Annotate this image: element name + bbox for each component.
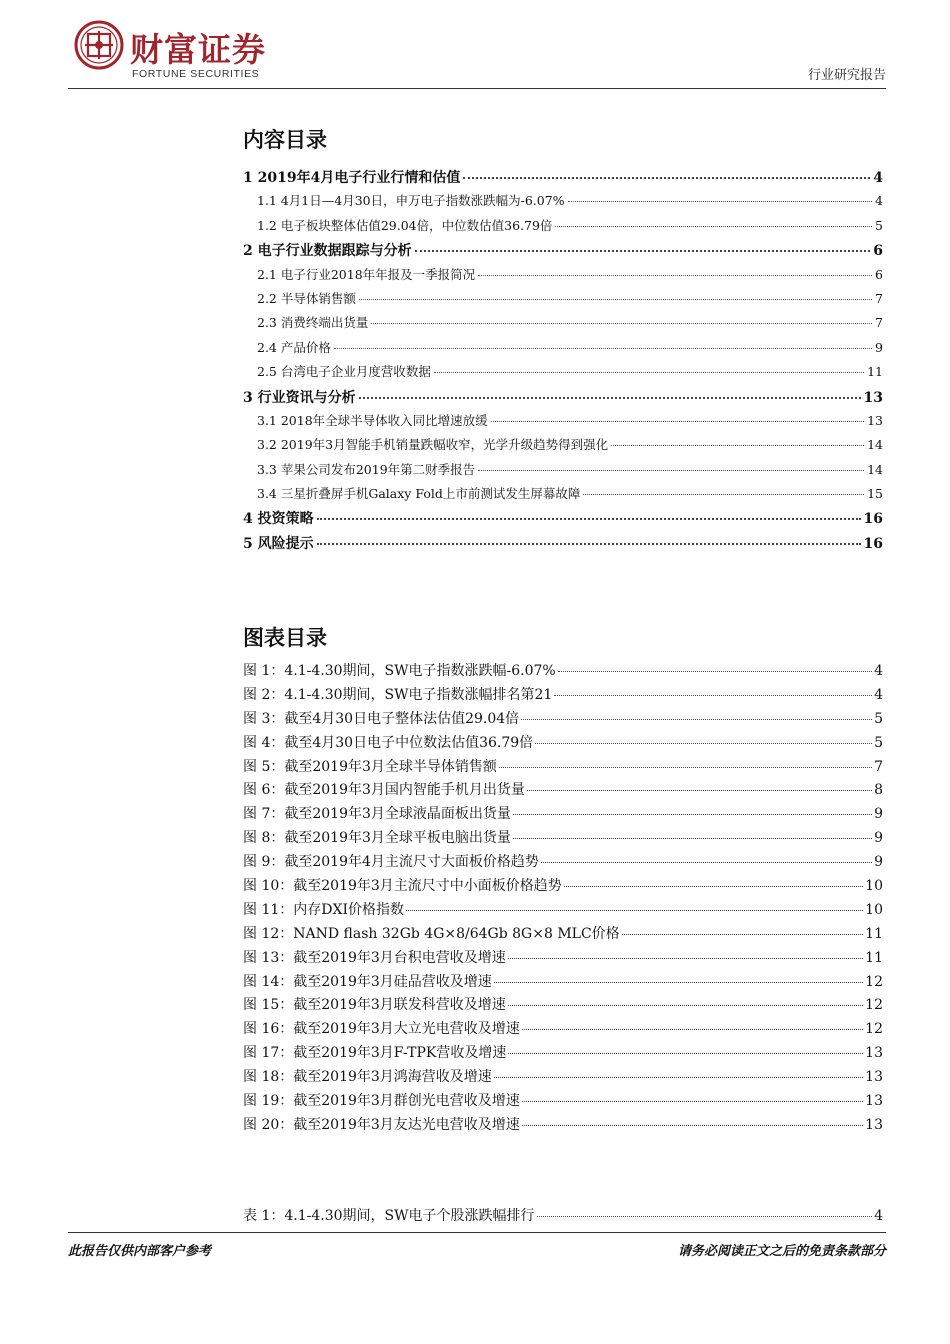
figure-entry-label: 图 13：截至2019年3月台积电营收及增速 (243, 949, 506, 966)
dot-leader (622, 934, 863, 935)
dot-leader (371, 323, 872, 324)
logo-chinese-name: 财富证券 (130, 30, 266, 69)
toc-entry[interactable] (243, 362, 883, 386)
dot-leader (611, 445, 864, 446)
toc-entry[interactable] (243, 387, 883, 411)
toc-entry[interactable] (243, 508, 883, 532)
toc-entry-page-number: 16 (863, 535, 883, 552)
figure-entry[interactable] (243, 732, 883, 756)
figure-entry-label: 图 5：截至2019年3月全球半导体销售额 (243, 758, 497, 775)
dot-leader (555, 226, 872, 227)
figure-entry[interactable] (243, 851, 883, 875)
figure-entry[interactable] (243, 684, 883, 708)
figure-entry-page-number: 13 (865, 1069, 883, 1086)
page-header (68, 14, 886, 90)
figure-entry-page-number: 8 (874, 782, 883, 799)
table-entry-page-number: 4 (874, 1208, 883, 1224)
figure-entry-page-number: 13 (865, 1116, 883, 1133)
figure-entry-label: 图 12：NAND flash 32Gb 4G×8/64Gb 8G×8 MLC价格 (243, 925, 620, 942)
figure-entry-page-number: 5 (874, 710, 883, 727)
figure-entry[interactable] (243, 1090, 883, 1114)
figure-entry[interactable] (243, 1042, 883, 1066)
dot-leader (359, 397, 861, 399)
figure-entry-label: 图 9：截至2019年4月主流尺寸大面板价格趋势 (243, 854, 539, 871)
dot-leader (508, 1005, 863, 1006)
toc-entry[interactable] (243, 460, 883, 484)
toc-entry-page-number: 15 (867, 486, 883, 502)
toc-entry-label: 5 风险提示 (243, 535, 314, 552)
toc-entry-label: 1 2019年4月电子行业行情和估值 (243, 170, 461, 186)
figures-title: 图表目录 (243, 625, 327, 650)
toc-entry[interactable] (243, 289, 883, 313)
toc-entry-label: 3.3 苹果公司发布2019年第二财季报告 (257, 461, 476, 477)
toc-entry-page-number: 13 (863, 389, 883, 406)
dot-leader (499, 767, 872, 768)
table-entry[interactable] (243, 1205, 883, 1229)
report-type: 行业研究报告 (807, 68, 886, 83)
toc-entry-page-number: 11 (867, 364, 883, 380)
toc-entry-label: 3.1 2018年全球半导体收入同比增速放缓 (257, 412, 488, 428)
figure-entry-label: 图 2：4.1-4.30期间，SW电子指数涨幅排名第21 (243, 686, 553, 703)
dot-leader (513, 838, 872, 839)
figure-entry-label: 图 20：截至2019年3月友达光电营收及增速 (243, 1116, 520, 1133)
figure-entry[interactable] (243, 660, 883, 684)
toc-entry[interactable] (243, 484, 883, 508)
figure-entry-page-number: 10 (865, 901, 883, 918)
toc-entry-page-number: 9 (875, 339, 883, 355)
figure-entry-label: 图 8：截至2019年3月全球平板电脑出货量 (243, 830, 511, 847)
figure-entry-page-number: 9 (874, 806, 883, 823)
figure-entry[interactable] (243, 756, 883, 780)
figure-entry-label: 图 7：截至2019年3月全球液晶面板出货量 (243, 806, 511, 823)
dot-leader (317, 543, 861, 545)
figure-entry[interactable] (243, 803, 883, 827)
figure-entry[interactable] (243, 875, 883, 899)
dot-leader (494, 982, 863, 983)
figure-entry-page-number: 12 (865, 997, 883, 1014)
toc-entry-label: 3.4 三星折叠屏手机Galaxy Fold上市前测试发生屏幕故障 (257, 486, 581, 502)
toc-entry-label: 2.2 半导体销售额 (257, 290, 356, 306)
toc-entry-page-number: 14 (867, 461, 883, 477)
figure-entry-page-number: 11 (865, 925, 883, 942)
figure-entry[interactable] (243, 1018, 883, 1042)
dot-leader (434, 372, 864, 373)
dot-leader (537, 1216, 873, 1217)
toc-entry[interactable] (243, 216, 883, 240)
dot-leader (541, 862, 872, 863)
toc-entry-page-number: 6 (875, 266, 883, 282)
figure-entry-page-number: 11 (865, 949, 883, 966)
figure-entry-label: 图 6：截至2019年3月国内智能手机月出货量 (243, 782, 525, 799)
footer-divider (68, 1232, 886, 1233)
dot-leader (508, 958, 863, 959)
toc-entry[interactable] (243, 435, 883, 459)
toc-entry-page-number: 16 (863, 511, 883, 528)
figure-entry[interactable] (243, 899, 883, 923)
figure-entry[interactable] (243, 827, 883, 851)
figure-entry-label: 图 3：截至4月30日电子整体法估值29.04倍 (243, 710, 520, 727)
figure-entry-page-number: 13 (865, 1045, 883, 1062)
toc-entry-page-number: 7 (875, 290, 883, 306)
figure-entry[interactable] (243, 708, 883, 732)
dot-leader (317, 518, 861, 520)
figure-entry-label: 图 16：截至2019年3月大立光电营收及增速 (243, 1021, 520, 1038)
toc-entry-label: 2.5 台湾电子企业月度营收数据 (257, 364, 431, 380)
dot-leader (494, 1077, 863, 1078)
figure-entry-label: 图 15：截至2019年3月联发科营收及增速 (243, 997, 506, 1014)
toc-entry[interactable] (243, 191, 883, 215)
figure-entry-page-number: 9 (874, 830, 883, 847)
figure-entry[interactable] (243, 923, 883, 947)
toc-entry-page-number: 4 (873, 170, 883, 186)
toc-entry[interactable] (243, 167, 883, 191)
footer-right-note: 请务必阅读正文之后的免责条款部分 (677, 1244, 886, 1259)
dot-leader (554, 695, 872, 696)
toc-entry-label: 3 行业资讯与分析 (243, 389, 356, 406)
dot-leader (508, 1053, 863, 1054)
dot-leader (521, 719, 872, 720)
figure-entry-label: 图 10：截至2019年3月主流尺寸中小面板价格趋势 (243, 878, 562, 895)
figure-entry-page-number: 7 (874, 758, 883, 775)
header-divider (68, 88, 886, 89)
figure-entry[interactable] (243, 779, 883, 803)
logo-seal-icon (74, 20, 124, 70)
figures-list (243, 660, 883, 1138)
toc-entry[interactable] (243, 533, 883, 557)
figure-entry[interactable] (243, 1114, 883, 1138)
dot-leader (513, 814, 872, 815)
figure-entry-label: 图 19：截至2019年3月群创光电营收及增速 (243, 1093, 520, 1110)
dot-leader (568, 201, 872, 202)
figure-entry-label: 图 1：4.1-4.30期间，SW电子指数涨跌幅-6.07% (243, 663, 556, 679)
figure-entry-label: 图 4：截至4月30日电子中位数法估值36.79倍 (243, 734, 534, 751)
dot-leader (522, 1101, 863, 1102)
dot-leader (406, 910, 863, 911)
dot-leader (478, 470, 864, 471)
toc-entry-page-number: 13 (867, 412, 883, 428)
figure-entry-page-number: 5 (874, 734, 883, 751)
figure-entry[interactable] (243, 947, 883, 971)
toc-entry[interactable] (243, 411, 883, 435)
dot-leader (522, 1029, 863, 1030)
toc-entry[interactable] (243, 265, 883, 289)
table-entry-label: 表 1：4.1-4.30期间，SW电子个股涨跌幅排行 (243, 1208, 535, 1224)
figure-entry-label: 图 17：截至2019年3月F-TPK营收及增速 (243, 1045, 507, 1062)
toc-entry[interactable] (243, 338, 883, 362)
dot-leader (522, 1125, 863, 1126)
dot-leader (558, 671, 872, 672)
toc-entry-label: 2 电子行业数据跟踪与分析 (243, 243, 412, 260)
dot-leader (491, 421, 864, 422)
dot-leader (564, 886, 863, 887)
figure-entry[interactable] (243, 994, 883, 1018)
dot-leader (415, 250, 871, 252)
figure-entry-page-number: 12 (865, 1021, 883, 1038)
contents-title: 内容目录 (243, 127, 327, 152)
figure-entry-page-number: 13 (865, 1093, 883, 1110)
toc-entry-page-number: 7 (875, 315, 883, 331)
figure-entry-page-number: 10 (865, 878, 883, 895)
toc-entry-page-number: 6 (873, 243, 883, 260)
dot-leader (463, 177, 870, 179)
dot-leader (535, 743, 872, 744)
tables-list (243, 1205, 883, 1229)
toc-entry-page-number: 4 (875, 193, 883, 209)
footer-left-note: 此报告仅供内部客户参考 (68, 1244, 212, 1259)
logo-english-name: FORTUNE SECURITIES (132, 68, 260, 80)
toc-entry-label: 3.2 2019年3月智能手机销量跌幅收窄，光学升级趋势得到强化 (257, 437, 609, 453)
toc-entry-label: 2.3 消费终端出货量 (257, 315, 369, 331)
figure-entry-label: 图 18：截至2019年3月鸿海营收及增速 (243, 1069, 492, 1086)
contents-list (243, 167, 883, 557)
toc-entry-page-number: 5 (875, 217, 883, 233)
figure-entry-page-number: 12 (865, 973, 883, 990)
dot-leader (478, 275, 872, 276)
toc-entry-label: 4 投资策略 (243, 511, 314, 528)
figure-entry[interactable] (243, 1066, 883, 1090)
figure-entry-label: 图 11：内存DXI价格指数 (243, 901, 404, 918)
toc-entry-label: 1.1 4月1日—4月30日，申万电子指数涨跌幅为-6.07% (257, 193, 565, 209)
dot-leader (527, 790, 872, 791)
toc-entry[interactable] (243, 240, 883, 264)
figure-entry-page-number: 9 (874, 854, 883, 871)
company-logo (74, 20, 334, 84)
toc-entry-label: 2.1 电子行业2018年年报及一季报简况 (257, 266, 476, 282)
toc-entry-label: 1.2 电子板块整体估值29.04倍，中位数估值36.79倍 (257, 217, 553, 233)
dot-leader (583, 494, 864, 495)
figure-entry-page-number: 4 (874, 663, 883, 679)
figure-entry[interactable] (243, 971, 883, 995)
dot-leader (359, 299, 872, 300)
figure-entry-page-number: 4 (874, 686, 883, 703)
toc-entry-page-number: 14 (867, 437, 883, 453)
toc-entry-label: 2.4 产品价格 (257, 339, 331, 355)
figure-entry-label: 图 14：截至2019年3月硅品营收及增速 (243, 973, 492, 990)
dot-leader (334, 348, 872, 349)
toc-entry[interactable] (243, 313, 883, 337)
